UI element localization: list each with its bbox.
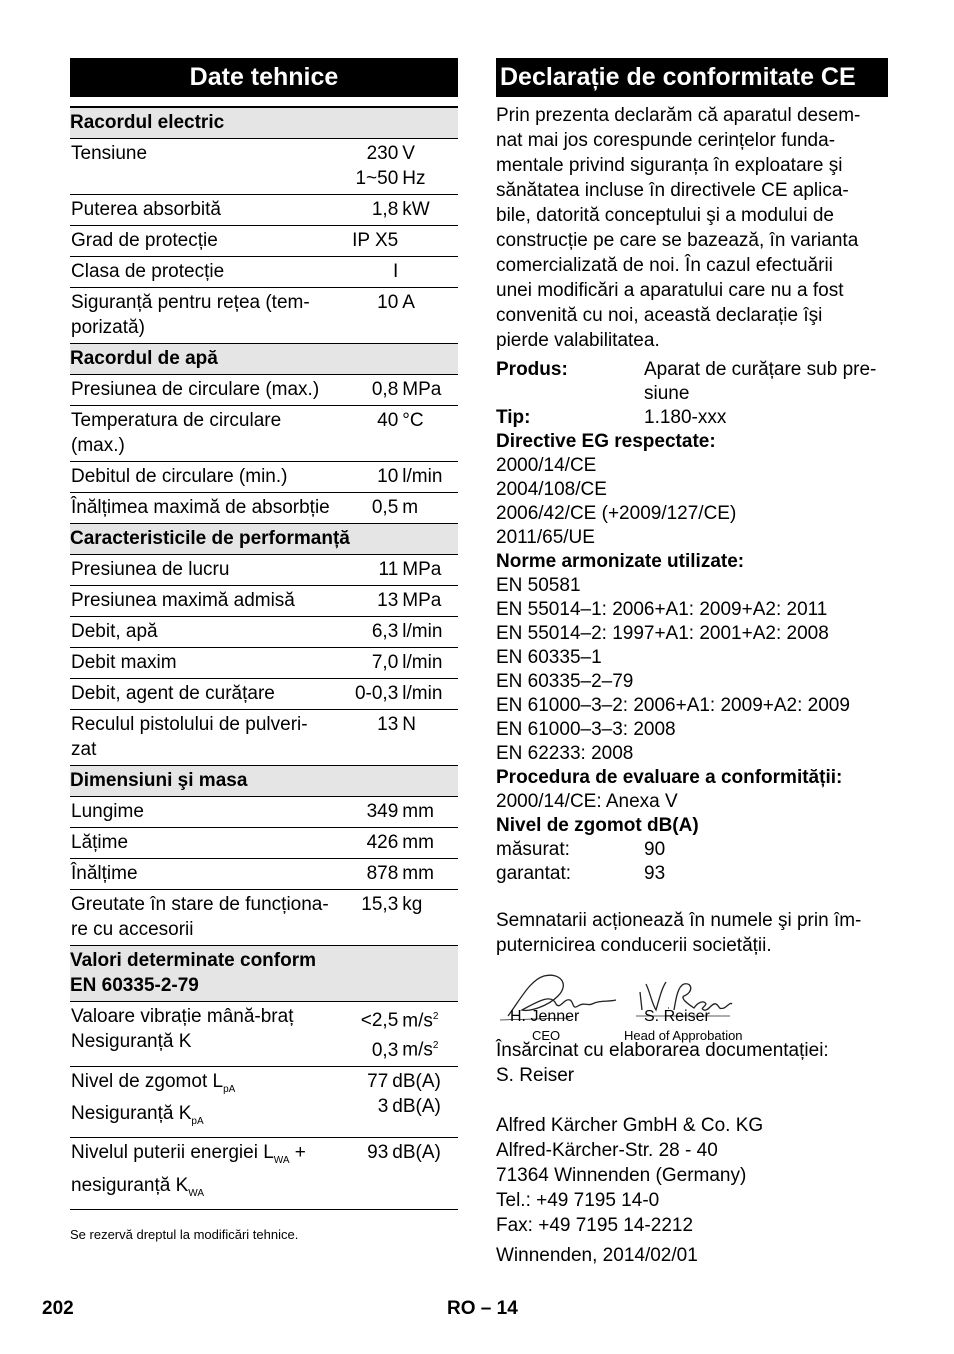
- spec-label: Puterea absorbită: [70, 195, 338, 226]
- declaration-title: Declarație de conformitate CE: [496, 58, 888, 97]
- technical-data-table: [70, 106, 458, 1210]
- type-value: 1.180-xxx: [644, 407, 727, 428]
- spec-row: [70, 859, 458, 890]
- spec-unit: °C: [402, 410, 424, 431]
- place-date: Winnenden, 2014/02/01: [496, 1245, 698, 1266]
- spec-row: [70, 797, 458, 828]
- page-number: 202: [42, 1298, 74, 1319]
- product-value: Aparat de curățare sub pre-: [644, 359, 877, 380]
- company-address: [496, 1113, 888, 1238]
- vibration-uncertainty-label: Nesiguranță K: [71, 1031, 192, 1052]
- documentation-responsible-name: S. Reiser: [496, 1065, 575, 1086]
- declaration-details: [496, 358, 888, 886]
- signatories-text: Semnatarii acționează în numele şi prin îm- puternicirea conducerii societății.: [496, 910, 862, 956]
- spec-value: 1~50: [355, 168, 399, 189]
- intro-line: construcție pe care se bazează, în varianta: [496, 230, 859, 251]
- spec-label: Reculul pistolului de pulveri- zat: [70, 710, 338, 766]
- spec-value: 0-0,3: [354, 683, 399, 704]
- directives-list: [496, 454, 888, 550]
- spec-value: 1,8: [371, 199, 399, 220]
- spec-row: [70, 828, 458, 859]
- spec-row-noise-level: Nivel de zgomot $L_{pA}$ Nesiguranță $K_{pA}$ 77 dB(A) 3 dB(A): [70, 1066, 458, 1138]
- spec-row: [70, 586, 458, 617]
- section-heading-vibration: Valori determinate conform EN 60335-2-79: [70, 946, 458, 1002]
- spec-label: Temperatura de circulare (max.): [70, 406, 338, 462]
- spec-value: 349: [366, 801, 399, 822]
- guaranteed-row: garantat: 93: [496, 862, 888, 886]
- intro-line: Prin prezenta declarăm că aparatul desem-: [496, 105, 861, 126]
- standards-heading: Norme armonizate utilizate:: [496, 551, 745, 572]
- spec-unit: mm: [402, 863, 434, 884]
- spec-row: [70, 710, 458, 766]
- spec-label: Siguranță pentru rețea (tem- porizată): [70, 288, 338, 344]
- standard-item: EN 61000–3–2: 2006+A1: 2009+A2: 2009: [496, 695, 850, 716]
- spec-unit: Hz: [402, 168, 426, 189]
- documentation-responsible: Însărcinat cu elaborarea documentației: S. Reiser: [496, 1038, 888, 1088]
- spec-label: Debit maxim: [70, 648, 338, 679]
- spec-row: [70, 890, 458, 946]
- noise-uncertainty-label: Nesiguranță K: [71, 1103, 192, 1125]
- spec-label: Înălțimea maximă de absorbție: [70, 493, 338, 524]
- spec-value: 13: [377, 714, 399, 735]
- spec-value: 0,8: [371, 379, 399, 400]
- spec-value: 7,0: [371, 652, 399, 673]
- declaration-column: [496, 58, 888, 1268]
- spec-value: 230: [366, 143, 399, 164]
- noise-uncertainty-value: 3: [377, 1095, 389, 1117]
- spec-unit: l/min: [402, 652, 443, 673]
- spec-label: Presiunea de lucru: [70, 555, 338, 586]
- vibration-value: <2,5: [360, 1010, 399, 1032]
- measured-row: măsurat: 90: [496, 838, 888, 862]
- spec-label: Lățime: [70, 828, 338, 859]
- spec-unit: kg: [402, 894, 423, 915]
- spec-label: Lungime: [70, 797, 338, 828]
- standard-item: EN 60335–2–79: [496, 671, 634, 692]
- conformity-procedure-value: 2000/14/CE: Anexa V: [496, 791, 678, 812]
- directive-item: 2000/14/CE: [496, 455, 597, 476]
- standard-item: EN 55014–2: 1997+A1: 2001+A2: 2008: [496, 623, 829, 644]
- spec-unit: kW: [402, 199, 430, 220]
- spec-row: [70, 375, 458, 406]
- spec-unit: MPa: [402, 559, 442, 580]
- spec-value: 40: [377, 410, 399, 431]
- page-language-label: RO – 14: [447, 1298, 518, 1319]
- spec-row: [70, 679, 458, 710]
- spec-row-vibration: Valoare vibrație mână-braț Nesiguranță K <2,5 $m/s^2$ 0,3 $m/s^2$: [70, 1002, 458, 1067]
- noise-level-label: Nivel de zgomot L: [71, 1070, 224, 1092]
- vibration-label: Valoare vibrație mână-braț: [71, 1006, 294, 1027]
- section-heading: Caracteristicile de performanță: [70, 524, 458, 555]
- spec-label: Înălțime: [70, 859, 338, 890]
- intro-line: comercializată de noi. În cazul efectuării: [496, 255, 833, 276]
- spec-row: [70, 555, 458, 586]
- standard-item: EN 55014–1: 2006+A1: 2009+A2: 2011: [496, 599, 828, 620]
- signature-name-reiser: S. Reiser: [644, 1008, 710, 1025]
- signatures: [496, 970, 888, 1042]
- intro-line: unei modificări a aparatului care nu a fost: [496, 280, 844, 301]
- spec-label: Greutate în stare de funcționa- re cu accesorii: [70, 890, 338, 946]
- intro-line: bile, datorită conceptului şi a modului de: [496, 205, 834, 226]
- directive-item: 2004/108/CE: [496, 479, 607, 500]
- spec-unit: MPa: [402, 379, 442, 400]
- spec-label: Presiunea maximă admisă: [70, 586, 338, 617]
- signature-role-ceo: CEO: [532, 1028, 561, 1043]
- signature-name-jenner: H. Jenner: [510, 1008, 580, 1025]
- directives-heading: Directive EG respectate:: [496, 431, 716, 452]
- sound-power-value: 93: [367, 1142, 389, 1164]
- spec-value: 0,5: [371, 497, 399, 518]
- vibration-uncertainty-value: 0,3: [371, 1039, 399, 1061]
- standard-item: EN 50581: [496, 575, 581, 596]
- spec-value: 10: [377, 466, 399, 487]
- intro-line: sănătatea incluse în directivele CE aplica-: [496, 180, 849, 201]
- spec-unit: V: [402, 143, 415, 164]
- spec-row: [70, 288, 458, 344]
- address-line: Alfred Kärcher GmbH & Co. KG: [496, 1115, 764, 1136]
- product-row: Produs: Aparat de curățare sub pre- siune: [496, 358, 888, 406]
- spec-unit: N: [402, 714, 416, 735]
- spec-value: 6,3: [371, 621, 399, 642]
- intro-line: nat mai jos corespunde cerințelor funda-: [496, 130, 836, 151]
- directive-item: 2011/65/UE: [496, 527, 595, 548]
- spec-row: [70, 493, 458, 524]
- conformity-procedure-heading: Procedura de evaluare a conformității:: [496, 767, 843, 788]
- standards-list: [496, 574, 888, 766]
- spec-value: I: [392, 261, 399, 282]
- section-heading: Racordul de apă: [70, 344, 458, 375]
- standard-item: EN 61000–3–3: 2008: [496, 719, 676, 740]
- spec-row: [70, 406, 458, 462]
- directive-item: 2006/42/CE (+2009/127/CE): [496, 503, 737, 524]
- spec-value: 15,3: [361, 894, 399, 915]
- spec-row: [70, 139, 458, 195]
- technical-changes-note: Se rezervă dreptul la modificări tehnice.: [70, 1226, 299, 1242]
- type-row: Tip: 1.180-xxx: [496, 406, 888, 430]
- spec-label: Debit, apă: [70, 617, 338, 648]
- technical-data-title: Date tehnice: [70, 58, 458, 97]
- spec-row: [70, 462, 458, 493]
- intro-line: pierde valabilitatea.: [496, 330, 660, 351]
- spec-value: 426: [366, 832, 399, 853]
- spec-row: [70, 257, 458, 288]
- declaration-intro: [496, 103, 888, 353]
- section-heading: Dimensiuni şi masa: [70, 766, 458, 797]
- spec-unit: mm: [402, 801, 434, 822]
- sound-power-label: Nivelul puterii energiei L: [71, 1142, 274, 1164]
- spec-row: [70, 226, 458, 257]
- standard-item: EN 62233: 2008: [496, 743, 634, 764]
- spec-unit: MPa: [402, 590, 442, 611]
- address-line: Tel.: +49 7195 14-0: [496, 1190, 660, 1211]
- spec-label: Debitul de circulare (min.): [70, 462, 338, 493]
- spec-label: Debit, agent de curățare: [70, 679, 338, 710]
- noise-level-value: 77: [367, 1070, 389, 1092]
- measured-value: 90: [644, 839, 666, 860]
- spec-unit: l/min: [402, 466, 443, 487]
- spec-row: [70, 648, 458, 679]
- spec-unit: mm: [402, 832, 434, 853]
- technical-data-column: [70, 58, 458, 1242]
- spec-unit: l/min: [402, 683, 443, 704]
- spec-value: 13: [377, 590, 399, 611]
- noise-level-heading: Nivel de zgomot dB(A): [496, 815, 699, 836]
- signature-role-approbation: Head of Approbation: [624, 1028, 743, 1043]
- spec-label: Presiunea de circulare (max.): [70, 375, 338, 406]
- address-line: Fax: +49 7195 14-2212: [496, 1215, 694, 1236]
- spec-unit: l/min: [402, 621, 443, 642]
- spec-row: [70, 195, 458, 226]
- spec-value: 10: [377, 292, 399, 313]
- guaranteed-value: 93: [644, 863, 666, 884]
- spec-label: Clasa de protecție: [70, 257, 338, 288]
- spec-row: [70, 617, 458, 648]
- section-heading: Racordul electric: [70, 107, 458, 139]
- spec-row-sound-power: Nivelul puterii energiei $L_{WA}$ + nesiguranță $K_{WA}$ 93 dB(A): [70, 1138, 458, 1210]
- spec-value: IP X5: [352, 230, 399, 251]
- intro-line: mentale privind siguranța în exploatare şi: [496, 155, 843, 176]
- spec-value: 11: [378, 559, 399, 580]
- intro-line: convenită cu noi, această declarație îşi: [496, 305, 823, 326]
- spec-label: Grad de protecție: [70, 226, 338, 257]
- spec-value: 878: [366, 863, 399, 884]
- address-line: Alfred-Kärcher-Str. 28 - 40: [496, 1140, 718, 1161]
- spec-unit: m: [402, 497, 419, 518]
- spec-label: Tensiune: [70, 139, 338, 195]
- standard-item: EN 60335–1: [496, 647, 602, 668]
- address-line: 71364 Winnenden (Germany): [496, 1165, 747, 1186]
- spec-unit: A: [402, 292, 415, 313]
